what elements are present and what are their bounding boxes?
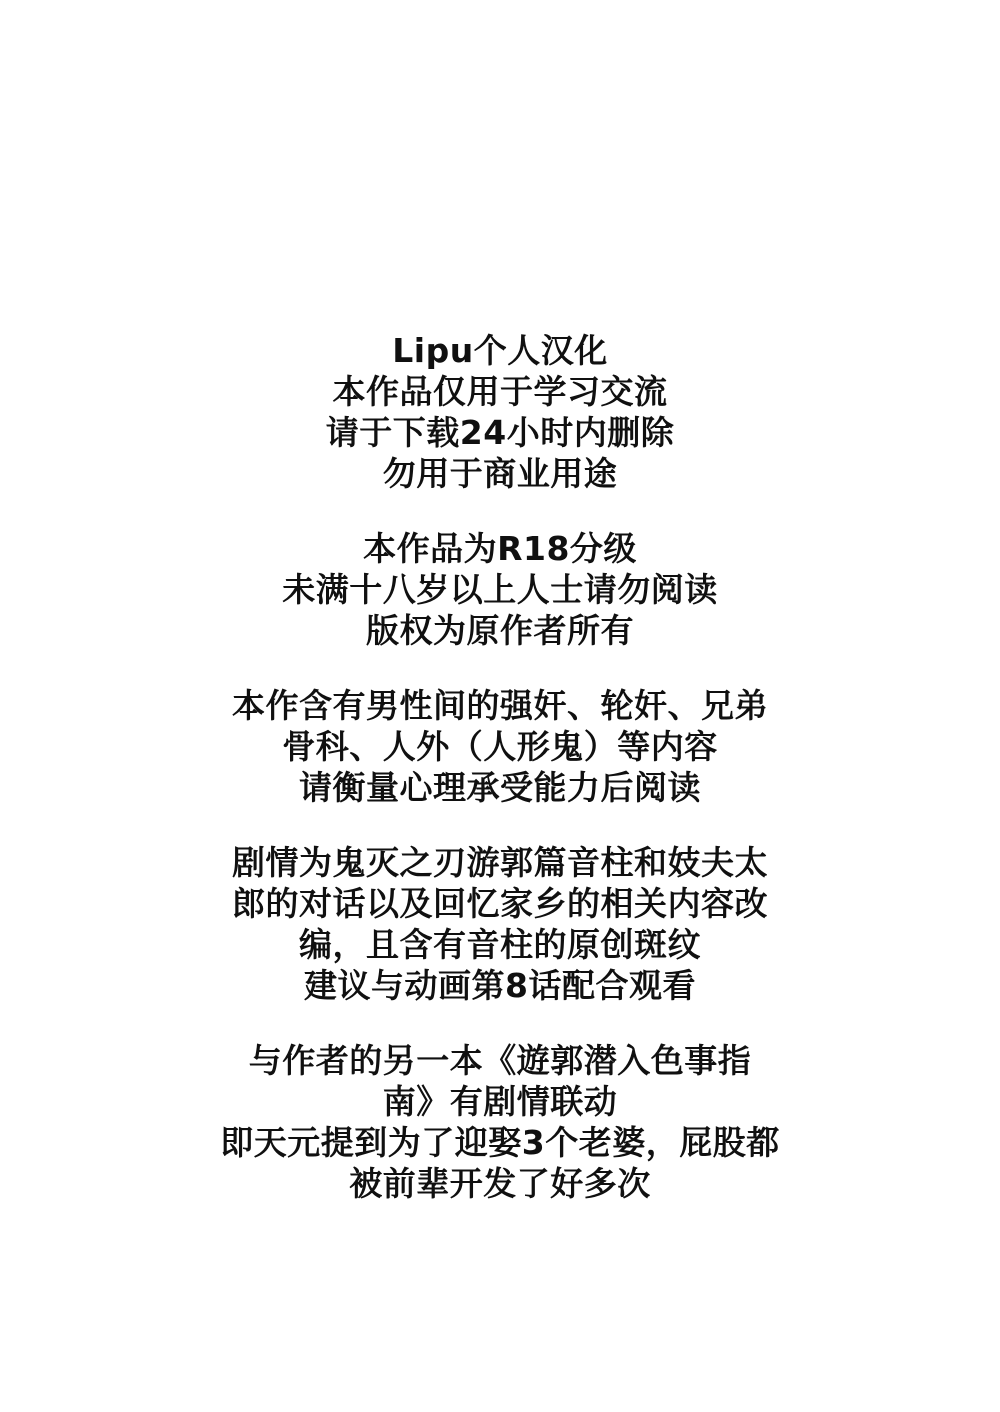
notice-line: 请于下载24小时内删除	[325, 413, 675, 452]
notice-line: 请衡量心理承受能力后阅读	[299, 768, 701, 807]
notice-line: 本作含有男性间的强奸、轮奸、兄弟	[232, 686, 768, 725]
notice-line: 剧情为鬼灭之刃游郭篇音柱和妓夫太	[232, 843, 768, 882]
notice-line: 南》有剧情联动	[382, 1082, 618, 1121]
notice-line: 本作品为R18分级	[363, 529, 637, 568]
notice-block-plot	[150, 842, 850, 1006]
notice-line: 被前辈开发了好多次	[349, 1164, 651, 1203]
notice-block-rating	[150, 528, 850, 651]
notice-line: 版权为原作者所有	[366, 611, 634, 650]
notice-block-intro	[150, 330, 850, 494]
notice-line: Lipu个人汉化	[392, 331, 608, 370]
notice-line: 即天元提到为了迎娶3个老婆，屁股都	[220, 1123, 780, 1162]
notice-line: 与作者的另一本《遊郭潜入色事指	[248, 1041, 752, 1080]
notice-line: 建议与动画第8话配合观看	[304, 966, 696, 1005]
notice-line: 编，且含有音柱的原创斑纹	[299, 925, 701, 964]
notice-line: 本作品仅用于学习交流	[332, 372, 668, 411]
translation-notice	[150, 330, 850, 1204]
notice-line: 勿用于商业用途	[382, 454, 618, 493]
notice-line: 郎的对话以及回忆家乡的相关内容改	[232, 884, 768, 923]
notice-block-content-warning	[150, 685, 850, 808]
notice-block-crossover	[150, 1040, 850, 1204]
notice-line: 未满十八岁以上人士请勿阅读	[282, 570, 718, 609]
notice-line: 骨科、人外（人形鬼）等内容	[282, 727, 718, 766]
